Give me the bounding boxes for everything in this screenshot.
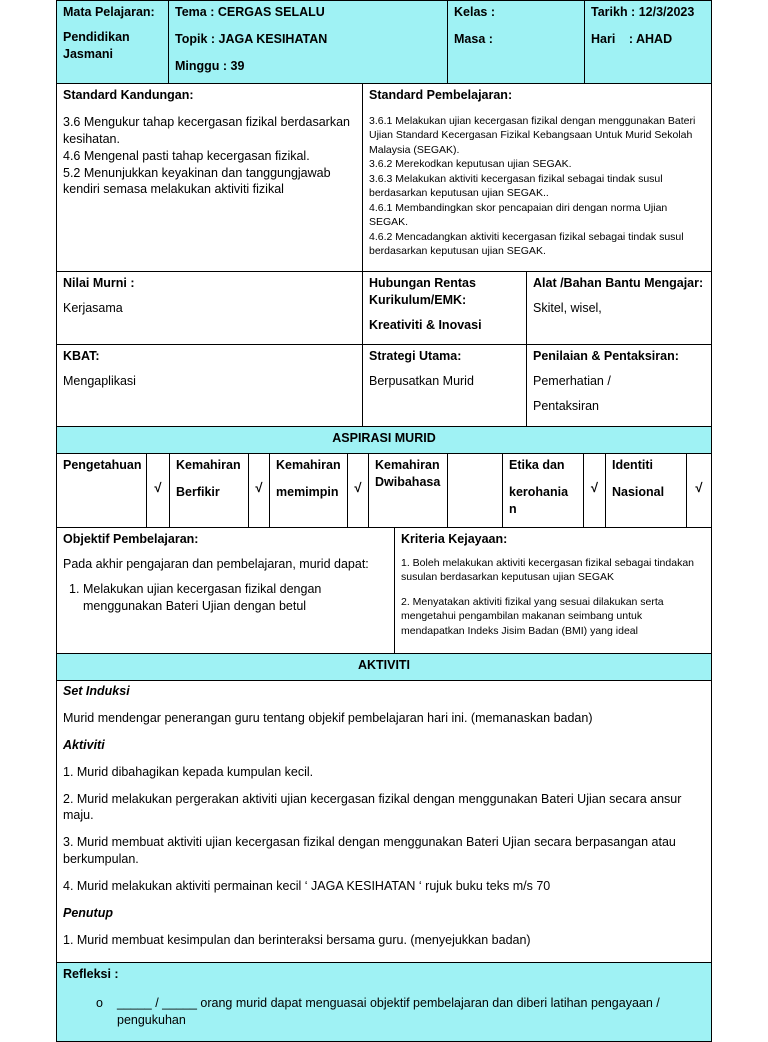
aspirations-title-text: ASPIRASI MURID bbox=[332, 431, 436, 445]
reflection-cell bbox=[56, 962, 712, 1042]
aspiration-label: Etika dan bbox=[509, 458, 565, 472]
content-standard-label: Standard Kandungan: bbox=[63, 88, 194, 102]
aspirations-title bbox=[56, 426, 712, 454]
content-standard-item: 3.6 Mengukur tahap kecergasan fizikal berdasarkan kesihatan. bbox=[63, 114, 350, 146]
assessment-value: Pentaksiran bbox=[533, 398, 600, 413]
learning-standard-cell bbox=[362, 83, 712, 272]
date-cell bbox=[584, 0, 712, 84]
activities-cell bbox=[56, 680, 712, 963]
aspiration-label: Kemahiran bbox=[276, 458, 341, 472]
reflection-text: _____ / _____ orang murid dapat menguasai objektif pembelajaran dan diberi latihan pengayaan / pengukuhan bbox=[117, 995, 660, 1027]
criteria-item: 2. Menyatakan aktiviti fizikal yang sesuai dilakukan serta mengetahui pengambilan makanan seimbang untuk mendapatkan Indeks Jisim Badan (BMI) yang ideal bbox=[401, 595, 664, 637]
criteria-cell bbox=[394, 527, 712, 654]
activity-step: 3. Murid membuat aktiviti ujian kecergasan fizikal dengan menggunakan Bateri Ujian secara berpasangan atau berkumpulan. bbox=[63, 835, 676, 867]
objectives-cell: Objektif Pembelajaran: Pada akhir pengajaran dan pembelajaran, murid dapat: 1. Melakukan ujian kecergasan fizikal dengan menggunakan Bateri Ujian dengan betul bbox=[56, 527, 395, 654]
learning-standard-item: 4.6.2 Mencadangkan aktiviti kecergasan fizikal sebagai tindak susul berdasarkan keputusan ujian SEGAK. bbox=[369, 230, 684, 258]
subject-value: Pendidikan Jasmani bbox=[63, 29, 130, 61]
closing-label: Penutup bbox=[63, 905, 113, 920]
values-cell bbox=[56, 271, 363, 345]
objectives-label: Objektif Pembelajaran: bbox=[63, 532, 199, 546]
learning-standard-item: 3.6.2 Merekodkan keputusan ujian SEGAK. bbox=[369, 158, 572, 171]
criteria-item: 1. Boleh melakukan aktiviti kecergasan fizikal sebagai tindakan susulan berdasarkan keputusan ujian SEGAK bbox=[401, 556, 695, 584]
aspiration-item bbox=[56, 453, 147, 528]
tools-label: Alat /Bahan Bantu Mengajar: bbox=[533, 276, 704, 290]
aspiration-check: √ bbox=[686, 453, 712, 528]
learning-standard-item: 3.6.3 Melakukan aktiviti kecergasan fizikal sebagai tindak susul berdasarkan keputusan ujian SEGAK.. bbox=[369, 172, 663, 200]
theme-text: Tema : CERGAS SELALU bbox=[175, 5, 325, 19]
kbat-value: Mengaplikasi bbox=[63, 373, 136, 388]
aspiration-check: √ bbox=[146, 453, 170, 528]
aspiration-check: √ bbox=[248, 453, 270, 528]
topic-text: Topik : JAGA KESIHATAN bbox=[175, 31, 328, 46]
theme-cell bbox=[168, 0, 448, 84]
crosscurr-value: Kreativiti & Inovasi bbox=[369, 317, 482, 332]
kbat-cell bbox=[56, 344, 363, 427]
aspiration-label: memimpin bbox=[276, 484, 339, 499]
day-label: Hari bbox=[591, 31, 616, 46]
values-label: Nilai Murni : bbox=[63, 276, 135, 290]
crosscurr-cell bbox=[362, 271, 527, 345]
aspiration-label: Kemahiran bbox=[176, 458, 241, 472]
aspiration-check: √ bbox=[583, 453, 606, 528]
induction-text: Murid mendengar penerangan guru tentang objekif pembelajaran hari ini. (memanaskan badan) bbox=[63, 710, 593, 725]
activities-title bbox=[56, 653, 712, 681]
aspiration-label: Berfikir bbox=[176, 484, 220, 499]
learning-standard-item: 3.6.1 Melakukan ujian kecergasan fizikal dengan menggunakan Bateri Ujian Standard Kecergasan Fizikal Kebangsaan Untuk Murid Sekolah Malaysia (SEGAK). bbox=[369, 114, 696, 156]
kbat-label: KBAT: bbox=[63, 349, 100, 363]
aspiration-item bbox=[605, 453, 687, 528]
reflection-label: Refleksi : bbox=[63, 967, 119, 981]
tools-cell bbox=[526, 271, 712, 345]
closing-text: 1. Murid membuat kesimpulan dan berinteraksi bersama guru. (menyejukkan badan) bbox=[63, 932, 531, 947]
aspiration-label: kerohania bbox=[509, 484, 569, 499]
subject-cell bbox=[56, 0, 169, 84]
date-text: Tarikh : 12/3/2023 bbox=[591, 5, 695, 19]
activity-step: 2. Murid melakukan pergerakan aktiviti ujian kecergasan fizikal dengan menggunakan Bateri Ujian secara ansur maju. bbox=[63, 791, 682, 823]
class-label: Kelas : bbox=[454, 5, 495, 19]
aspiration-label: n bbox=[509, 501, 517, 516]
activity-step: 4. Murid melakukan aktiviti permainan kecil ‘ JAGA KESIHATAN ‘ rujuk buku teks m/s 70 bbox=[63, 879, 551, 893]
content-standard-item: 5.2 Menunjukkan keyakinan dan tanggungjawab kendiri semasa melakukan aktiviti fizikal bbox=[63, 165, 331, 197]
aspiration-item bbox=[169, 453, 249, 528]
criteria-label: Kriteria Kejayaan: bbox=[401, 532, 508, 546]
objectives-intro: Pada akhir pengajaran dan pembelajaran, murid dapat: bbox=[63, 556, 369, 571]
week-text: Minggu : 39 bbox=[175, 58, 245, 73]
strategy-cell bbox=[362, 344, 527, 427]
aspiration-item bbox=[502, 453, 584, 528]
time-label: Masa : bbox=[454, 31, 493, 46]
aspiration-check: √ bbox=[347, 453, 369, 528]
aspiration-label: Identiti bbox=[612, 458, 653, 472]
content-standard-item: 4.6 Mengenal pasti tahap kecergasan fizikal. bbox=[63, 148, 310, 163]
activity-label: Aktiviti bbox=[63, 737, 105, 752]
aspiration-item bbox=[368, 453, 448, 528]
learning-standard-item: 4.6.1 Membandingkan skor pencapaian diri dengan norma Ujian SEGAK. bbox=[369, 201, 668, 229]
values-value: Kerjasama bbox=[63, 300, 123, 315]
aspiration-label: Nasional bbox=[612, 484, 665, 499]
day-value: : AHAD bbox=[628, 31, 673, 46]
aspiration-check bbox=[447, 453, 503, 528]
activities-title-text: AKTIVITI bbox=[357, 658, 411, 672]
class-cell bbox=[447, 0, 585, 84]
aspiration-item bbox=[269, 453, 348, 528]
assessment-cell bbox=[526, 344, 712, 427]
assessment-label: Penilaian & Pentaksiran: bbox=[533, 349, 679, 363]
subject-label: Mata Pelajaran: bbox=[63, 5, 155, 19]
content-standard-cell bbox=[56, 83, 363, 272]
strategy-value: Berpusatkan Murid bbox=[369, 373, 474, 388]
strategy-label: Strategi Utama: bbox=[369, 349, 462, 363]
reflection-bullet: o bbox=[96, 995, 103, 1010]
induction-label: Set Induksi bbox=[63, 684, 130, 698]
tools-value: Skitel, wisel, bbox=[533, 300, 602, 315]
learning-standard-label: Standard Pembelajaran: bbox=[369, 88, 513, 102]
activity-step: 1. Murid dibahagikan kepada kumpulan kecil. bbox=[63, 764, 314, 779]
aspiration-label: Pengetahuan bbox=[63, 458, 142, 472]
objective-item: Melakukan ujian kecergasan fizikal dengan menggunakan Bateri Ujian dengan betul bbox=[83, 581, 322, 613]
assessment-value: Pemerhatian / bbox=[533, 373, 611, 388]
aspiration-label: Kemahiran Dwibahasa bbox=[375, 458, 441, 489]
crosscurr-label: Hubungan Rentas Kurikulum/EMK: bbox=[369, 276, 476, 307]
